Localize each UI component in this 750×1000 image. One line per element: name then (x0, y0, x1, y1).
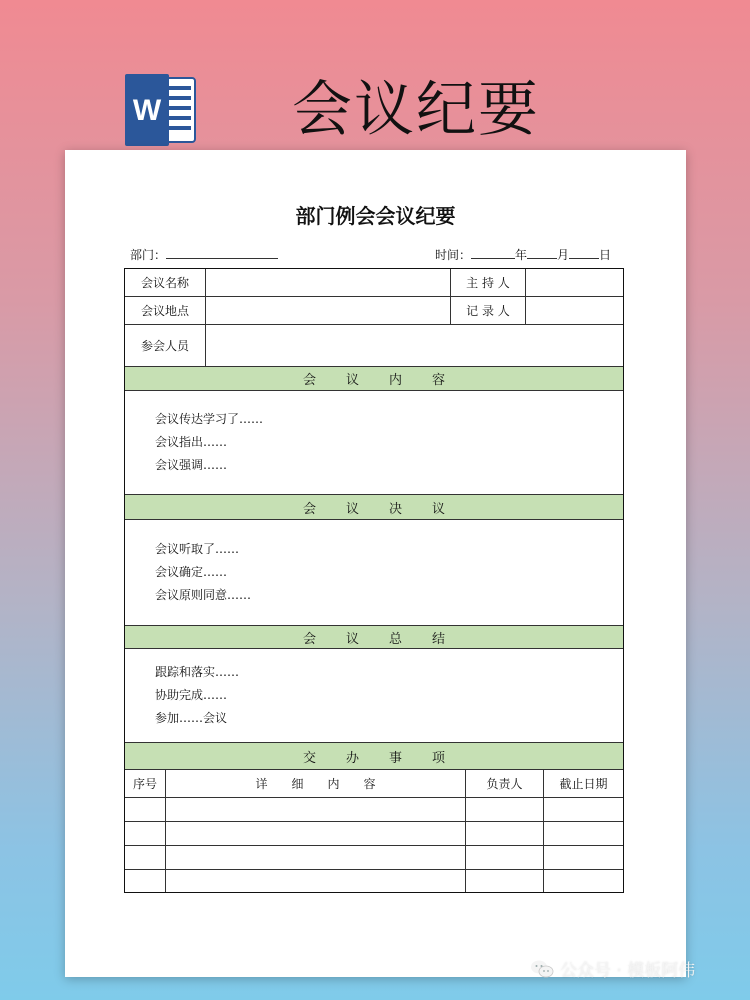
word-icon (123, 72, 199, 148)
table-row[interactable] (125, 846, 623, 870)
section-resolution-body[interactable] (125, 520, 623, 626)
section-content-body[interactable] (125, 391, 623, 495)
host-value[interactable] (526, 269, 623, 296)
col-index-header: 序号 (125, 770, 166, 797)
attendees-value[interactable] (206, 325, 623, 366)
meeting-name-label: 会议名称 (125, 269, 206, 296)
year-label: 年 (515, 248, 528, 262)
tasks-header-row (125, 770, 623, 798)
content-line: 会议强调…… (155, 458, 228, 472)
col-owner-header: 负责人 (466, 770, 544, 797)
recorder-value[interactable] (526, 297, 623, 324)
resolution-line: 会议原则同意…… (155, 588, 252, 602)
col-deadline-header: 截止日期 (559, 777, 608, 791)
document-page (65, 150, 686, 977)
word-icon-letter: W (132, 94, 162, 127)
department-label: 部门： (130, 248, 167, 262)
recorder-label: 记 录 人 (451, 297, 526, 324)
meeting-name-value[interactable] (206, 269, 451, 296)
wechat-icon (530, 959, 554, 979)
location-value[interactable] (206, 297, 451, 324)
resolution-line: 会议听取了…… (155, 542, 240, 556)
minutes-form (124, 268, 624, 893)
col-detail-header: 详细内容 (166, 770, 466, 797)
time-label: 时间： (435, 248, 472, 262)
row-attendees (125, 325, 623, 367)
section-tasks-heading: 交办事项 (125, 743, 623, 770)
summary-line: 跟踪和落实…… (155, 665, 240, 679)
table-row[interactable] (125, 798, 623, 822)
section-content-heading: 会议内容 (125, 367, 623, 391)
watermark (530, 956, 695, 981)
row-meeting-name (125, 269, 623, 297)
section-summary-heading: 会议总结 (125, 626, 623, 649)
date-field (435, 246, 611, 263)
page-title: 会议纪要 (292, 75, 540, 145)
day-label: 日 (599, 248, 612, 262)
section-resolution-heading: 会议决议 (125, 495, 623, 520)
summary-line: 参加……会议 (155, 711, 228, 725)
month-label: 月 (557, 248, 570, 262)
watermark-text: 公众号 · 模板阿伟 (560, 961, 696, 981)
attendees-label: 参会人员 (125, 325, 206, 366)
table-row[interactable] (125, 822, 623, 846)
content-line: 会议传达学习了…… (155, 412, 264, 426)
row-location (125, 297, 623, 325)
resolution-line: 会议确定…… (155, 565, 228, 579)
content-line: 会议指出…… (155, 435, 228, 449)
host-label: 主 持 人 (451, 269, 526, 296)
document-title: 部门例会会议纪要 (295, 204, 456, 228)
section-summary-body[interactable] (125, 649, 623, 743)
summary-line: 协助完成…… (155, 688, 228, 702)
department-field (130, 246, 278, 263)
table-row[interactable] (125, 870, 623, 892)
location-label: 会议地点 (125, 297, 206, 324)
